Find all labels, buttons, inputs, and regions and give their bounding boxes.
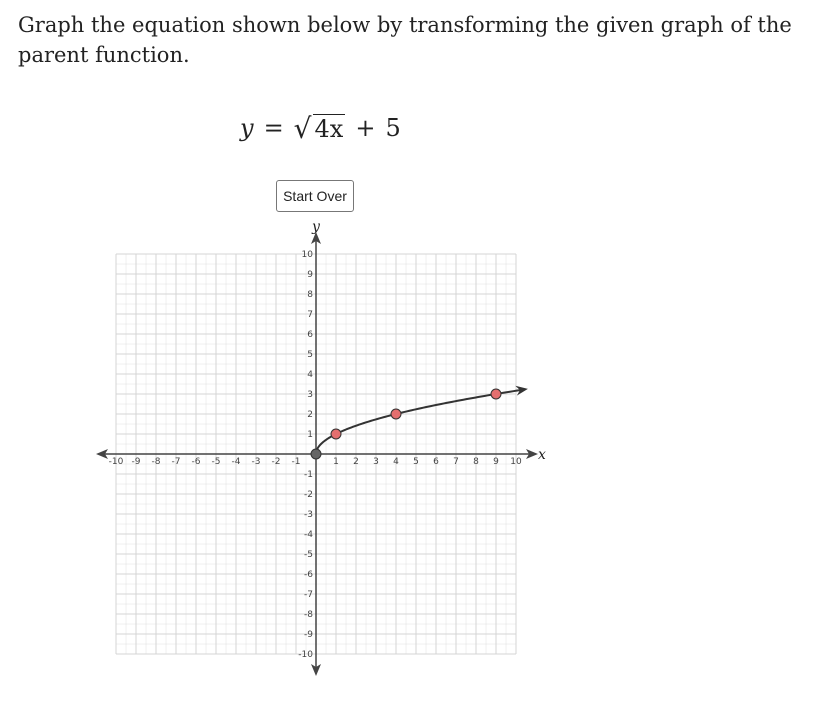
y-tick-label: 9 <box>307 270 313 280</box>
y-tick-label: -8 <box>304 610 313 620</box>
x-tick-label: 7 <box>453 457 459 467</box>
draggable-curve-point[interactable] <box>491 389 501 399</box>
x-tick-label: -2 <box>271 457 281 467</box>
x-tick-label: 9 <box>493 457 499 467</box>
equation-constant: 5 <box>385 114 401 142</box>
x-axis-label: x <box>538 447 546 463</box>
x-tick-label: 8 <box>473 457 479 467</box>
draggable-curve-point[interactable] <box>331 429 341 439</box>
y-tick-label: -6 <box>304 570 313 580</box>
y-tick-label: -10 <box>298 650 313 660</box>
y-tick-label: 8 <box>307 290 313 300</box>
x-tick-label: -3 <box>251 457 261 467</box>
y-axis-label: y <box>312 219 320 235</box>
y-tick-label: -9 <box>304 630 313 640</box>
x-tick-label: 4 <box>393 457 399 467</box>
x-tick-label: -6 <box>191 457 201 467</box>
axes <box>96 219 546 676</box>
x-tick-label: -9 <box>131 457 141 467</box>
question-prompt: Graph the equation shown below by transforming the given graph of the parent function. <box>18 13 792 67</box>
x-tick-label: 5 <box>413 457 419 467</box>
y-tick-label: 1 <box>307 430 313 440</box>
x-tick-label: -1 <box>291 457 301 467</box>
equation-radicand: 4x <box>314 114 344 143</box>
y-tick-label: -2 <box>304 490 313 500</box>
y-tick-label: -7 <box>304 590 313 600</box>
y-tick-label: 5 <box>307 350 313 360</box>
x-tick-label: 6 <box>433 457 439 467</box>
x-tick-label: -5 <box>211 457 221 467</box>
x-tick-label: -4 <box>231 457 241 467</box>
radical-sign-icon: √ <box>293 111 312 145</box>
equation-plus: + <box>355 114 376 142</box>
x-tick-label: -8 <box>151 457 161 467</box>
parent-function-curve <box>316 390 520 454</box>
equation-equals: = <box>263 114 284 142</box>
y-tick-label: -4 <box>304 530 313 540</box>
draggable-curve-point[interactable] <box>391 409 401 419</box>
y-tick-label: 10 <box>301 250 313 260</box>
y-tick-label: 2 <box>307 410 313 420</box>
y-tick-label: 3 <box>307 390 313 400</box>
y-tick-label: 7 <box>307 310 313 320</box>
x-tick-label: -10 <box>108 457 124 467</box>
x-tick-label: -7 <box>171 457 181 467</box>
x-tick-label: 1 <box>333 457 339 467</box>
y-tick-label: 4 <box>307 370 313 380</box>
x-tick-label: 10 <box>510 457 522 467</box>
y-tick-label: -1 <box>304 470 313 480</box>
y-tick-label: -5 <box>304 550 313 560</box>
x-tick-label: 3 <box>373 457 379 467</box>
equation-y: y <box>240 114 254 142</box>
start-over-button[interactable]: Start Over <box>276 180 354 212</box>
y-tick-label: 6 <box>307 330 313 340</box>
curve-origin-point <box>311 449 321 459</box>
x-tick-label: 2 <box>353 457 359 467</box>
y-tick-label: -3 <box>304 510 313 520</box>
